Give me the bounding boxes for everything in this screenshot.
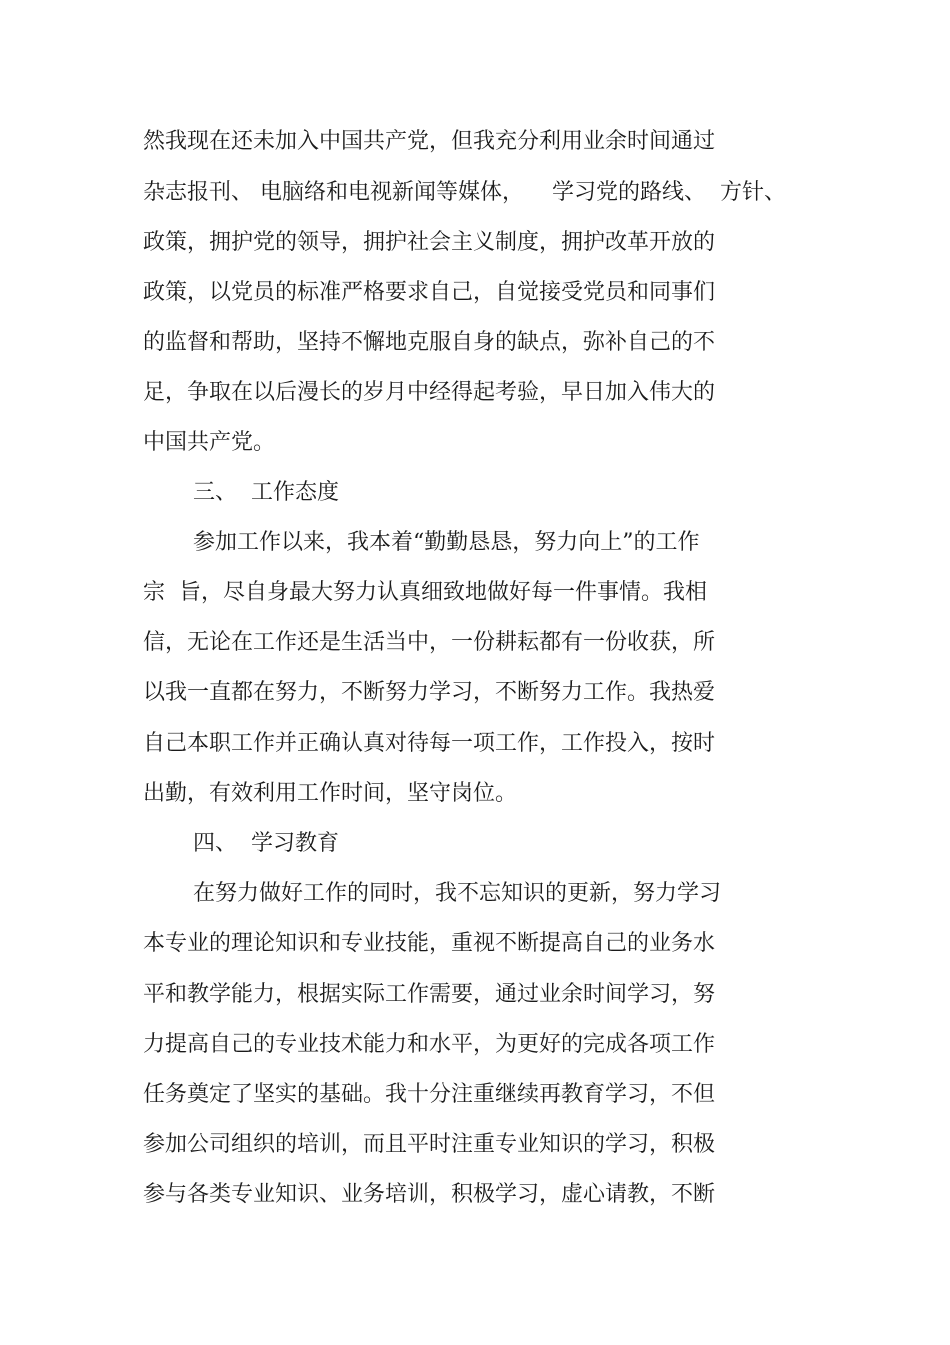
text-line: 然我现在还未加入中国共产党，但我充分利用业余时间通过 [143,129,716,154]
text-line: 任务奠定了坚实的基础。我十分注重继续再教育学习，不但 [143,1082,716,1107]
text-line: 自己本职工作并正确认真对待每一项工作，工作投入，按时 [143,731,716,756]
text-line: 政策，拥护党的领导，拥护社会主义制度，拥护改革开放的 [143,230,716,255]
text-line: 中国共产党。 [143,430,276,455]
text-line: 平和教学能力，根据实际工作需要，通过业余时间学习，努 [143,982,716,1007]
text-line: 的监督和帮助，坚持不懈地克服自身的缺点，弥补自己的不 [143,330,716,355]
text-line: 以我一直都在努力，不断努力学习，不断努力工作。我热爱 [143,680,716,705]
text-line: 足，争取在以后漫长的岁月中经得起考验，早日加入伟大的 [143,380,716,405]
text-line: 宗 旨，尽自身最大努力认真细致地做好每一件事情。我相 [143,580,707,605]
paragraph-first-line: 参加工作以来，我本着“勤勤恳恳，努力向上”的工作 [193,530,700,555]
text-line: 本专业的理论知识和专业技能，重视不断提高自己的业务水 [143,931,716,956]
text-line: 杂志报刊、 电脑络和电视新闻等媒体， 学习党的路线、 方针、 [143,180,786,205]
text-line: 政策，以党员的标准严格要求自己，自觉接受党员和同事们 [143,280,716,305]
text-line: 参与各类专业知识、业务培训，积极学习，虚心请教，不断 [143,1182,716,1207]
section-heading: 四、 学习教育 [193,831,339,856]
text-line: 参加公司组织的培训，而且平时注重专业知识的学习，积极 [143,1132,716,1157]
paragraph-first-line: 在努力做好工作的同时，我不忘知识的更新，努力学习 [193,881,722,906]
text-line: 出勤，有效利用工作时间，坚守岗位。 [143,781,518,806]
text-line: 力提高自己的专业技术能力和水平，为更好的完成各项工作 [143,1032,716,1057]
text-line: 信，无论在工作还是生活当中，一份耕耘都有一份收获，所 [143,630,716,655]
section-heading: 三、 工作态度 [193,480,339,505]
